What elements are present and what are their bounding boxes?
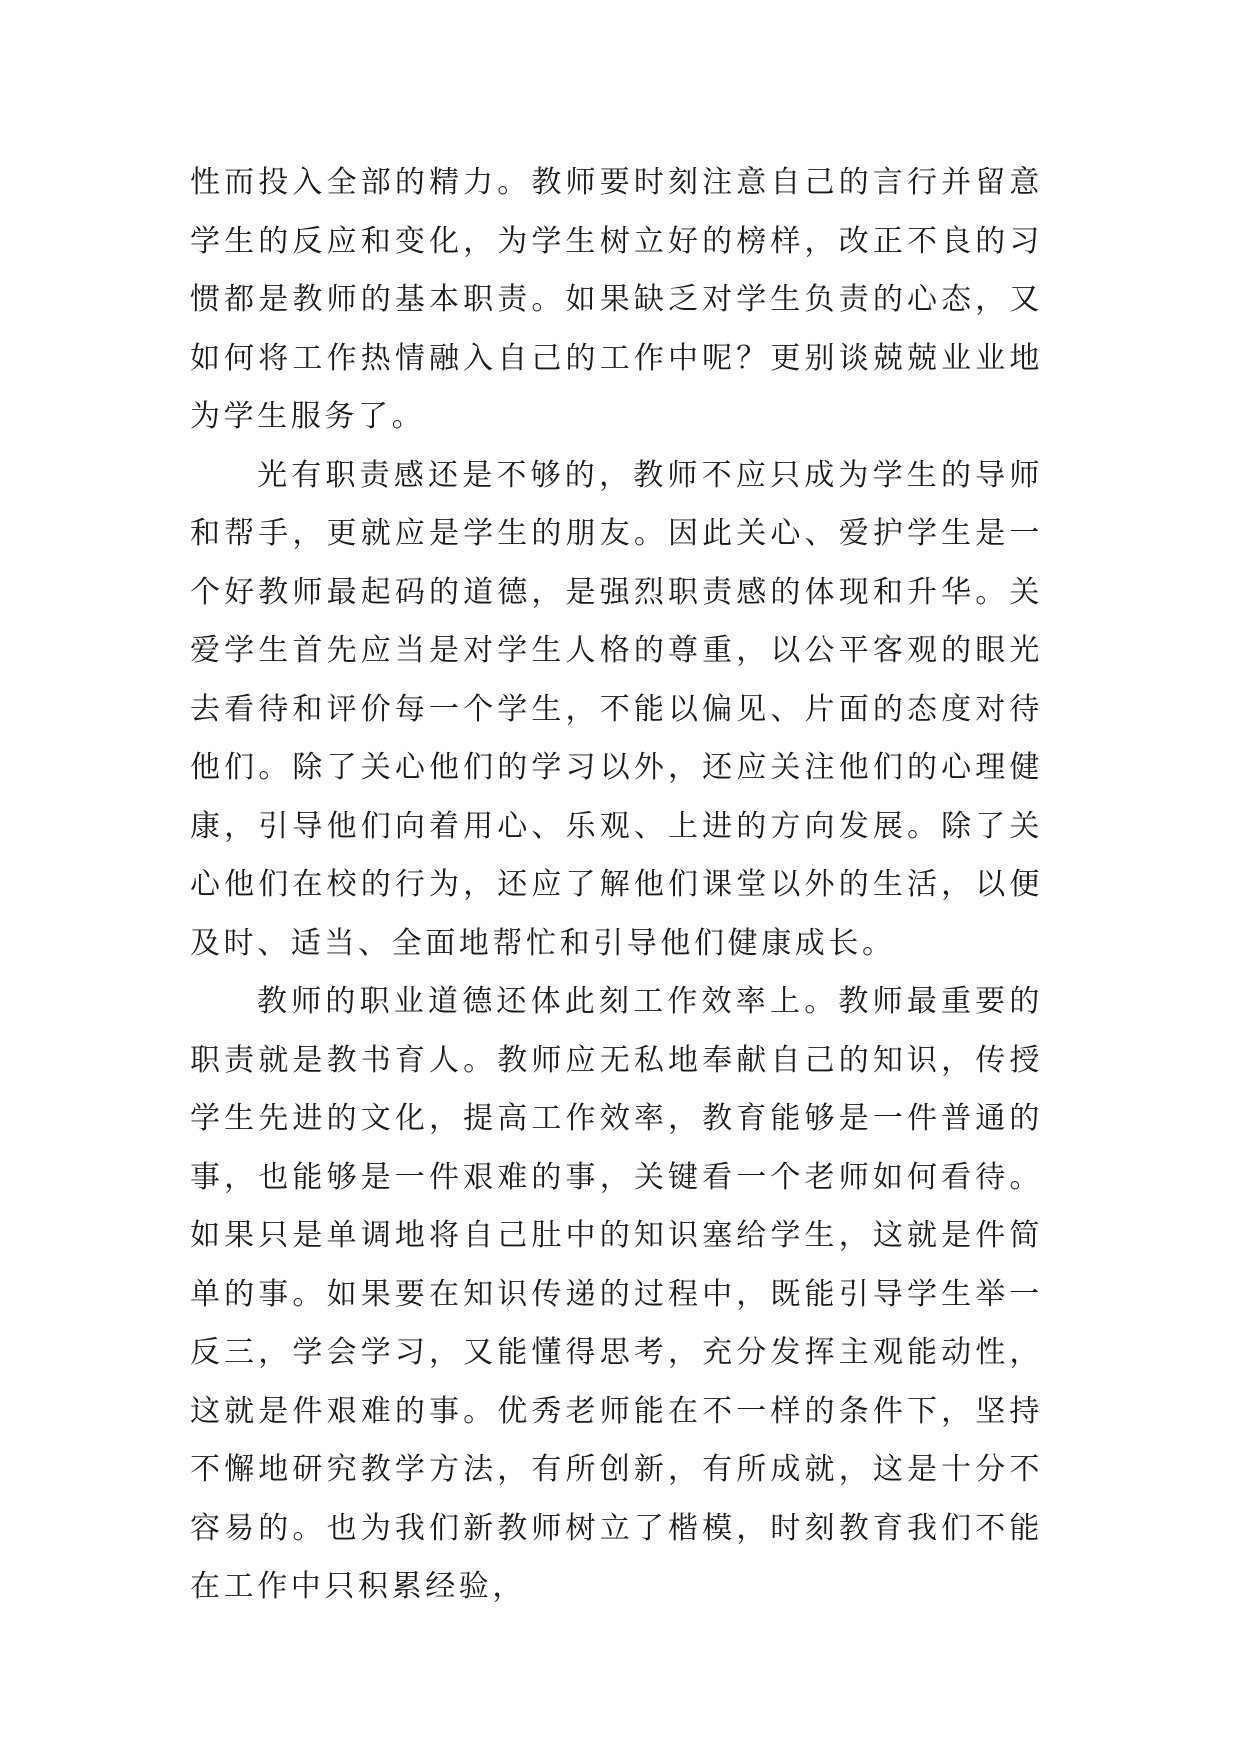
paragraph-2: 光有职责感还是不够的，教师不应只成为学生的导师和帮手，更就应是学生的朋友。因此关心、爱护学生是一个好教师最起码的道德，是强烈职责感的体现和升华。关爱学生首先应当是对学生人格的尊重，以公平客观的眼光去看待和评价每一个学生，不能以偏见、片面的态度对待他们。除了关心他们的学习以外，还应关注他们的心理健康，引导他们向着用心、乐观、上进的方向发展。除了关心他们在校的行为，还应了解他们课堂以外的生活，以便及时、适当、全面地帮忙和引导他们健康成长。 (190, 457, 1043, 961)
paragraph-1: 性而投入全部的精力。教师要时刻注意自己的言行并留意学生的反应和变化，为学生树立好的榜样，改正不良的习惯都是教师的基本职责。如果缺乏对学生负责的心态，又如何将工作热情融入自己的工作中呢？更别谈兢兢业业地为学生服务了。 (190, 165, 1043, 434)
paragraph-3: 教师的职业道德还体此刻工作效率上。教师最重要的职责就是教书育人。教师应无私地奉献自己的知识，传授学生先进的文化，提高工作效率，教育能够是一件普通的事，也能够是一件艰难的事，关键看一个老师如何看待。如果只是单调地将自己肚中的知识塞给学生，这就是件简单的事。如果要在知识传递的过程中，既能引导学生举一反三，学会学习，又能懂得思考，充分发挥主观能动性，这就是件艰难的事。优秀老师能在不一样的条件下，坚持不懈地研究教学方法，有所创新，有所成就，这是十分不容易的。也为我们新教师树立了楷模，时刻教育我们不能在工作中只积累经验， (190, 984, 1043, 1604)
document-body (190, 154, 1043, 1617)
